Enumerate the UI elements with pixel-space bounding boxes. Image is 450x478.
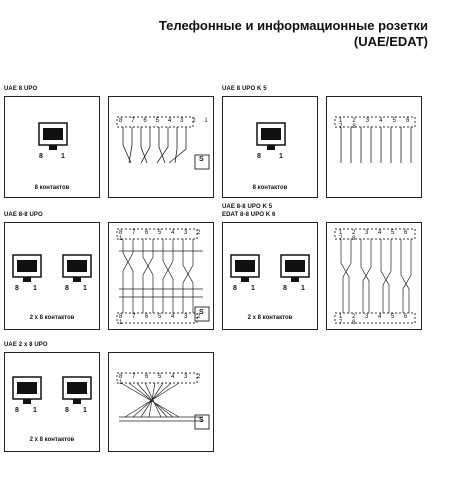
wiring-diagram-uae-8-upo-k5 xyxy=(326,96,422,198)
pin-label-8: 8 xyxy=(65,407,69,414)
pin-numbers: 8 7 6 5 4 3 2 1 xyxy=(119,374,205,386)
pin-label-8: 8 xyxy=(15,285,19,292)
contacts-caption: 2 x 8 контактов xyxy=(29,437,75,443)
section-label-edat-8-8-upo-k6: EDAT 8-8 UPO K 6 xyxy=(222,212,276,218)
contacts-caption: 2 x 8 контактов xyxy=(29,315,75,321)
pin-label-8: 8 xyxy=(39,153,43,160)
pin-label-1: 1 xyxy=(83,285,87,292)
wiring-diagram-uae-2x8-upo xyxy=(108,352,214,452)
pin-numbers: 1 2 3 4 5 6 7 8 xyxy=(339,118,414,130)
socket-front-uae-8-upo xyxy=(4,96,100,198)
socket-front-uae-2x8-upo xyxy=(4,352,100,452)
pin-numbers-top: 1 2 3 4 5 6 7 8 xyxy=(339,230,412,242)
section-label-uae-8-8-upo: UAE 8-8 UPO xyxy=(4,212,43,218)
contacts-caption: 2 x 8 контактов xyxy=(247,315,293,321)
section-label-uae-8-upo: UAE 8 UPO xyxy=(4,86,38,92)
socket-front-uae-8-upo-k5 xyxy=(222,96,318,198)
wiring-diagram xyxy=(327,97,423,199)
pin-label-8: 8 xyxy=(65,285,69,292)
pin-label-1: 1 xyxy=(83,407,87,414)
shield-label: S xyxy=(199,309,204,316)
page-title: Телефонные и информационные розетки xyxy=(158,18,428,33)
pin-label-8: 8 xyxy=(257,153,261,160)
rj45-socket-icon xyxy=(5,97,101,199)
pin-numbers-top: 8 7 6 5 4 3 2 1 xyxy=(119,230,205,242)
pin-label-8: 8 xyxy=(15,407,19,414)
page-subtitle: (UAE/EDAT) xyxy=(353,34,428,49)
pin-numbers-bottom: 8 7 6 5 4 3 2 1 xyxy=(119,314,205,326)
wiring-diagram-uae-8-upo xyxy=(108,96,214,198)
pin-numbers: 8 7 6 5 4 3 2 1 xyxy=(119,118,212,124)
pin-label-1: 1 xyxy=(33,407,37,414)
rj45-socket-icon xyxy=(223,97,319,199)
pin-label-8: 8 xyxy=(233,285,237,292)
section-label-uae-8-upo-k5: UAE 8 UPO K 5 xyxy=(222,86,267,92)
socket-front-uae-8-8-upo-k5 xyxy=(222,222,318,330)
wiring-diagram xyxy=(109,353,215,453)
pin-label-1: 1 xyxy=(33,285,37,292)
pin-label-1: 1 xyxy=(279,153,283,160)
section-label-uae-2x8-upo: UAE 2 x 8 UPO xyxy=(4,342,48,348)
contacts-caption: 8 контактов xyxy=(252,185,288,191)
pin-label-1: 1 xyxy=(61,153,65,160)
contacts-caption: 8 контактов xyxy=(34,185,70,191)
wiring-diagram-uae-8-8-upo xyxy=(108,222,214,330)
shield-label: S xyxy=(199,417,204,424)
pin-label-8: 8 xyxy=(283,285,287,292)
shield-label: S xyxy=(199,156,204,163)
pin-numbers-bottom: 1 2 3 4 5 6 7 8 xyxy=(339,314,412,326)
pin-label-1: 1 xyxy=(251,285,255,292)
socket-front-uae-8-8-upo xyxy=(4,222,100,330)
wiring-diagram xyxy=(109,97,215,199)
wiring-diagram-uae-8-8-upo-k5 xyxy=(326,222,422,330)
section-label-uae-8-8-upo-k5: UAE 8-8 UPO K 5 xyxy=(222,204,273,210)
pin-label-1: 1 xyxy=(301,285,305,292)
